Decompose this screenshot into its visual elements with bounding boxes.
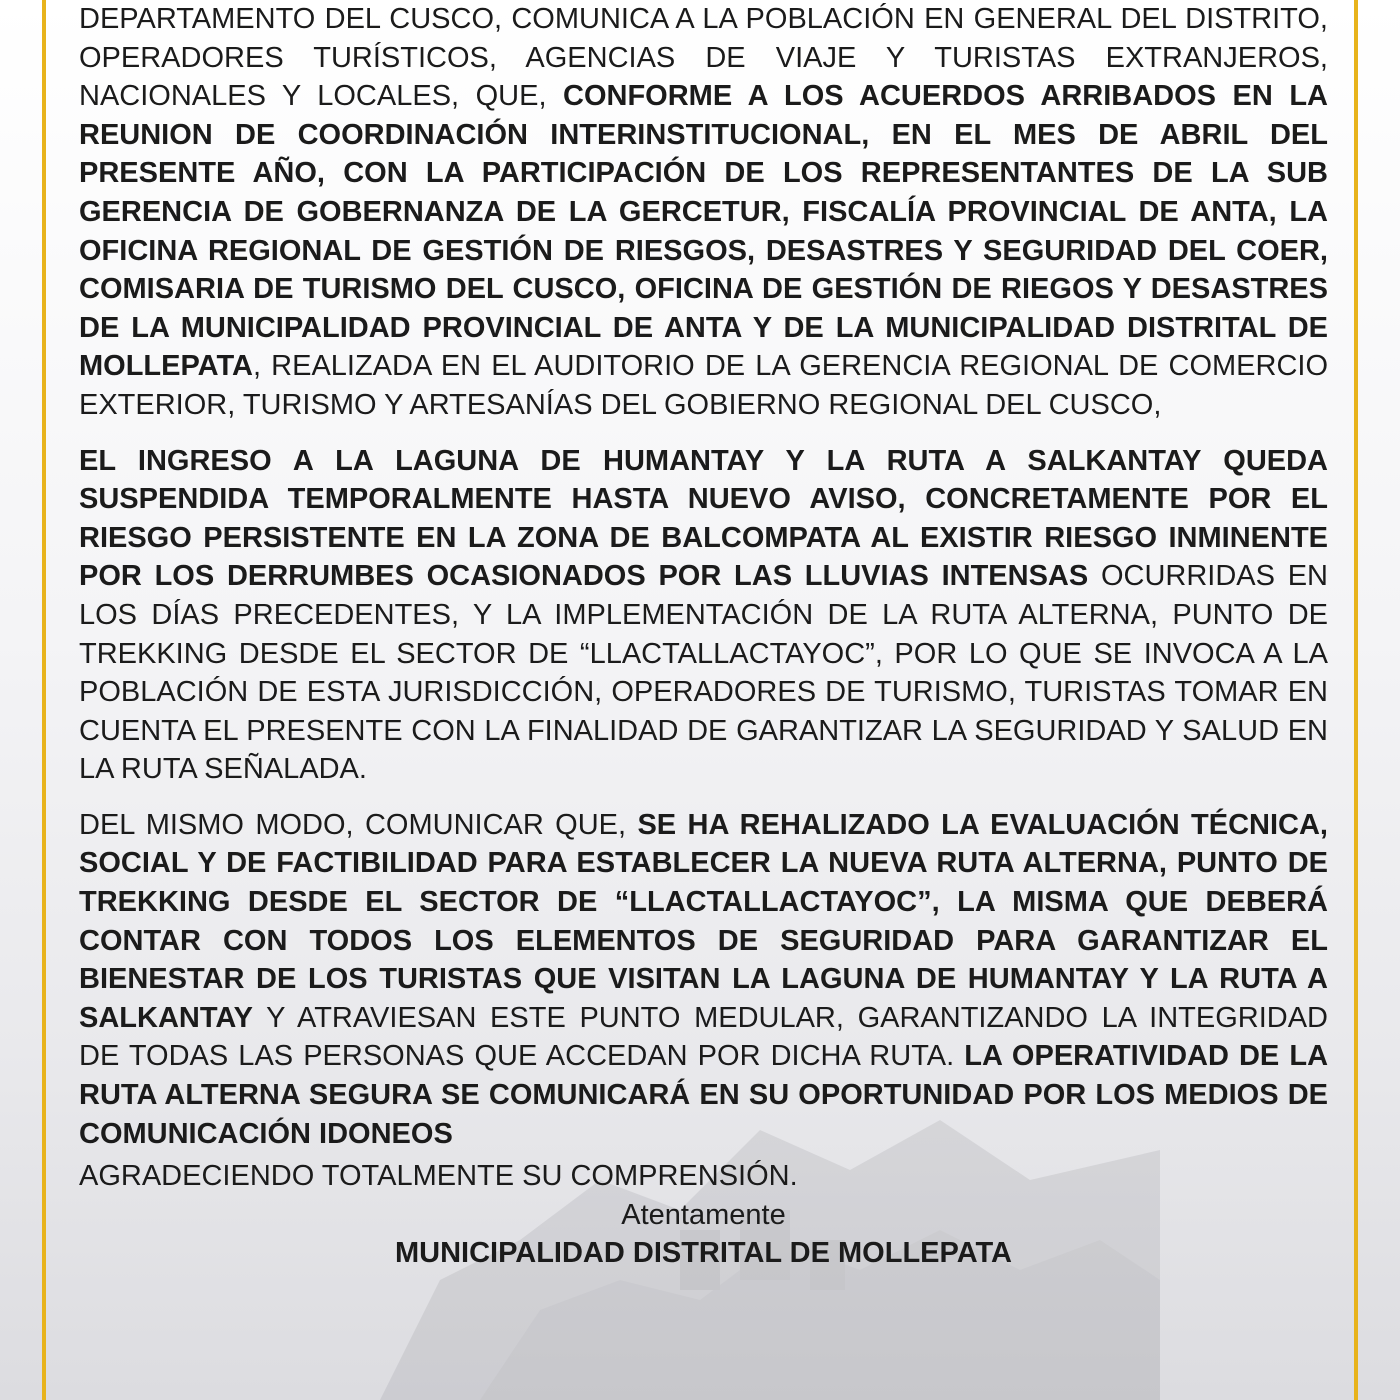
paragraph2-tail: OCURRIDAS EN LOS DÍAS PRECEDENTES, Y LA IMPLEMENTACIÓN DE LA RUTA ALTERNA, PUNTO DE TREKKING DESDE EL SECTOR DE “LLACTALLACTAYOC”, POR LO QUE SE INVOCA A LA POBLACIÓN DE ESTA JURISDICCIÓN, OPERADORES DE TURISMO, TURISTAS TOMAR EN CUENTA EL PRESENTE CON LA FINALIDAD DE GARANTIZAR LA SEGURIDAD Y SALUD EN LA RUTA SEÑALADA.: [79, 560, 1328, 786]
paragraph3-bold-end: LA OPERATIVIDAD DE LA RUTA ALTERNA SEGURA SE COMUNICARÁ EN SU OPORTUNIDAD POR LOS MEDIOS DE COMUNICACIÓN IDONEOS: [79, 1040, 1329, 1150]
left-gold-border: [42, 0, 46, 1400]
signature-organization: MUNICIPALIDAD DISTRITAL DE MOLLEPATA: [394, 1236, 1012, 1269]
paragraph-alternate-route: [79, 806, 1328, 1153]
paragraph2-bold: EL INGRESO A LA LAGUNA DE HUMANTAY Y LA RUTA A SALKANTAY QUEDA SUSPENDIDA TEMPORALMENTE HASTA NUEVO AVISO, CONCRETAMENTE POR EL RIESGO PERSISTENTE EN LA ZONA DE BALCOMPATA AL EXISTIR RIESGO INMINENTE POR LOS DERRUMBES OCASIONADOS POR LAS LLUVIAS INTENSAS: [79, 444, 1328, 593]
paragraph1-tail: , REALIZADA EN EL AUDITORIO DE LA GERENCIA REGIONAL DE COMERCIO EXTERIOR, TURISMO Y ARTESANÍAS DEL GOBIERNO REGIONAL DEL CUSCO,: [79, 350, 1328, 421]
paragraph1-bold: CONFORME A LOS ACUERDOS ARRIBADOS EN LA REUNION DE COORDINACIÓN INTERINSTITUCIONAL, EN EL MES DE ABRIL DEL PRESENTE AÑO, CON LA PARTICIPACIÓN DE LOS REPRESENTANTES DE LA SUB GERENCIA DE GOBERNANZA DE LA GERCETUR, FISCALÍA PROVINCIAL DE ANTA, LA OFICINA REGIONAL DE GESTIÓN DE RIESGOS, DESASTRES Y SEGURIDAD DEL COER, COMISARIA DE TURISMO DEL CUSCO, OFICINA DE GESTIÓN DE RIEGOS Y DESASTRES DE LA MUNICIPALIDAD PROVINCIAL DE ANTA Y DE LA MUNICIPALIDAD DISTRITAL DE MOLLEPATA: [79, 80, 1328, 383]
right-gold-border: [1354, 0, 1358, 1400]
communique-body: [79, 0, 1328, 1272]
paragraph3-bold: SE HA REHALIZADO LA EVALUACIÓN TÉCNICA, SOCIAL Y DE FACTIBILIDAD PARA ESTABLECER LA NUEVA RUTA ALTERNA, PUNTO DE TREKKING DESDE EL SECTOR DE “LLACTALLACTAYOC”, LA MISMA QUE DEBERÁ CONTAR CON TODOS LOS ELEMENTOS DE SEGURIDAD PARA GARANTIZAR EL BIENESTAR DE LOS TURISTAS QUE VISITAN LA LAGUNA DE HUMANTAY Y LA RUTA A SALKANTAY: [79, 808, 1328, 1034]
paragraph3-intro: DEL MISMO MODO, COMUNICAR QUE,: [79, 808, 638, 841]
paragraph-suspension: [79, 442, 1328, 789]
paragraph3-middle: Y ATRAVIESAN ESTE PUNTO MEDULAR, GARANTIZANDO LA INTEGRIDAD DE TODAS LAS PERSONAS QUE ACCEDAN POR DICHA RUTA.: [79, 1001, 1328, 1073]
closing-line: AGRADECIENDO TOTALMENTE SU COMPRENSIÓN.: [79, 1160, 798, 1193]
paragraph-agreements: [79, 0, 1328, 425]
paragraph1-intro: DEPARTAMENTO DEL CUSCO, COMUNICA A LA POBLACIÓN EN GENERAL DEL DISTRITO, OPERADORES TURÍSTICOS, AGENCIAS DE VIAJE Y TURISTAS EXTRANJEROS, NACIONALES Y LOCALES, QUE,: [79, 3, 1328, 113]
salutation: Atentamente: [621, 1198, 786, 1231]
